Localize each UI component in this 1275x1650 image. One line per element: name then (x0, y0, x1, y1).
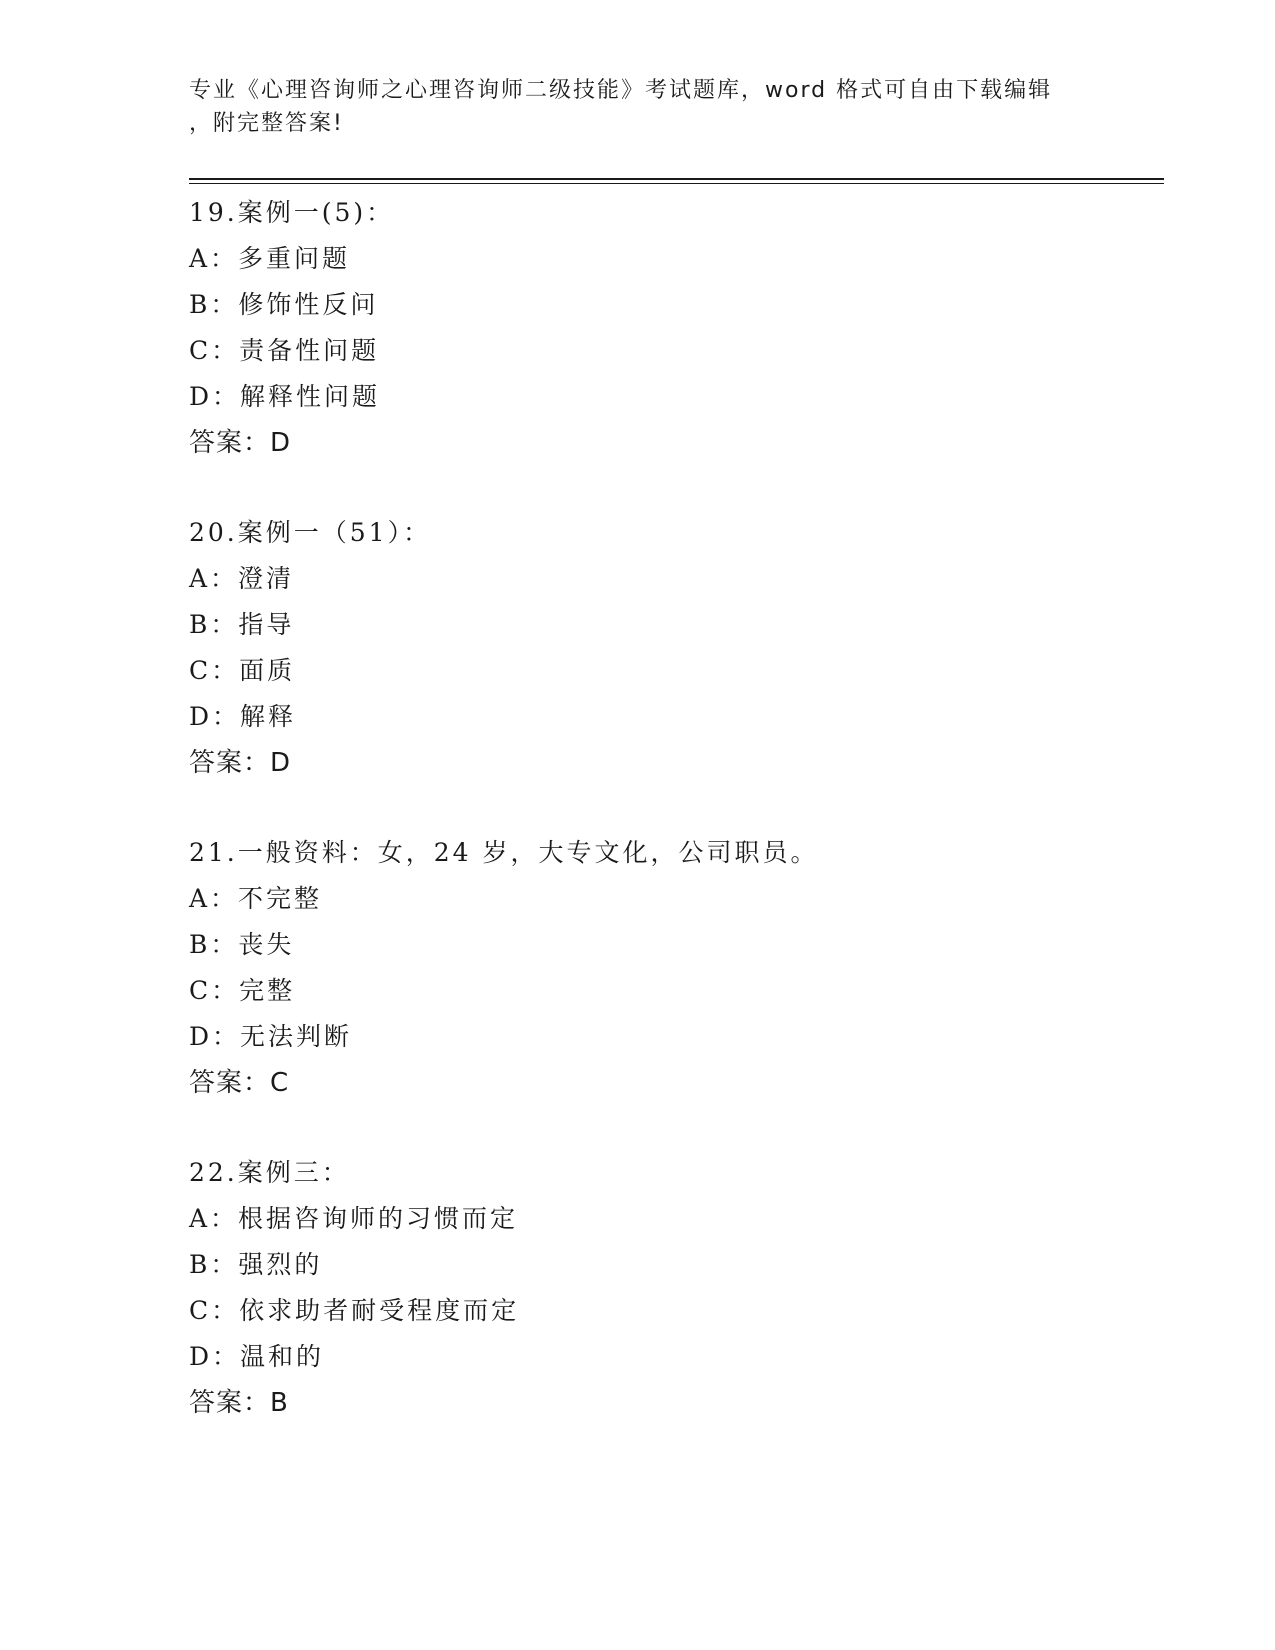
option-c: C：完整 (189, 976, 296, 1005)
option-a: A：根据咨询师的习惯而定 (189, 1204, 519, 1233)
question-stem: 22.案例三： (189, 1158, 350, 1187)
option-c: C：责备性问题 (189, 336, 380, 365)
question-20 (189, 510, 1149, 786)
answer-label: 答案：B (189, 1388, 289, 1418)
option-d: D：解释性问题 (189, 382, 381, 411)
header-divider-thick (189, 178, 1164, 180)
question-stem: 21.一般资料：女，24 岁，大专文化，公司职员。 (189, 838, 819, 867)
option-c: C：依求助者耐受程度而定 (189, 1296, 520, 1325)
question-stem: 20.案例一（51）： (189, 518, 432, 547)
option-b: B：强烈的 (189, 1250, 323, 1279)
option-a: A：不完整 (189, 884, 323, 913)
option-b: B：指导 (189, 610, 295, 639)
option-a: A：澄清 (189, 564, 295, 593)
answer-label: 答案：D (189, 748, 292, 778)
option-d: D：温和的 (189, 1342, 325, 1371)
question-21 (189, 830, 1149, 1106)
answer-label: 答案：D (189, 428, 292, 458)
answer-label: 答案：C (189, 1068, 290, 1098)
option-d: D：无法判断 (189, 1022, 353, 1051)
document-header-line-1: 专业《心理咨询师之心理咨询师二级技能》考试题库，word 格式可自由下载编辑 (189, 78, 1053, 103)
option-d: D：解释 (189, 702, 297, 731)
question-19 (189, 190, 1149, 466)
question-stem: 19.案例一(5)： (189, 198, 395, 227)
option-c: C：面质 (189, 656, 296, 685)
option-b: B：修饰性反问 (189, 290, 379, 319)
option-a: A：多重问题 (189, 244, 351, 273)
option-b: B：丧失 (189, 930, 295, 959)
question-22 (189, 1150, 1149, 1426)
document-header-line-2: ，附完整答案! (189, 111, 344, 136)
header-divider-thin (189, 183, 1164, 184)
